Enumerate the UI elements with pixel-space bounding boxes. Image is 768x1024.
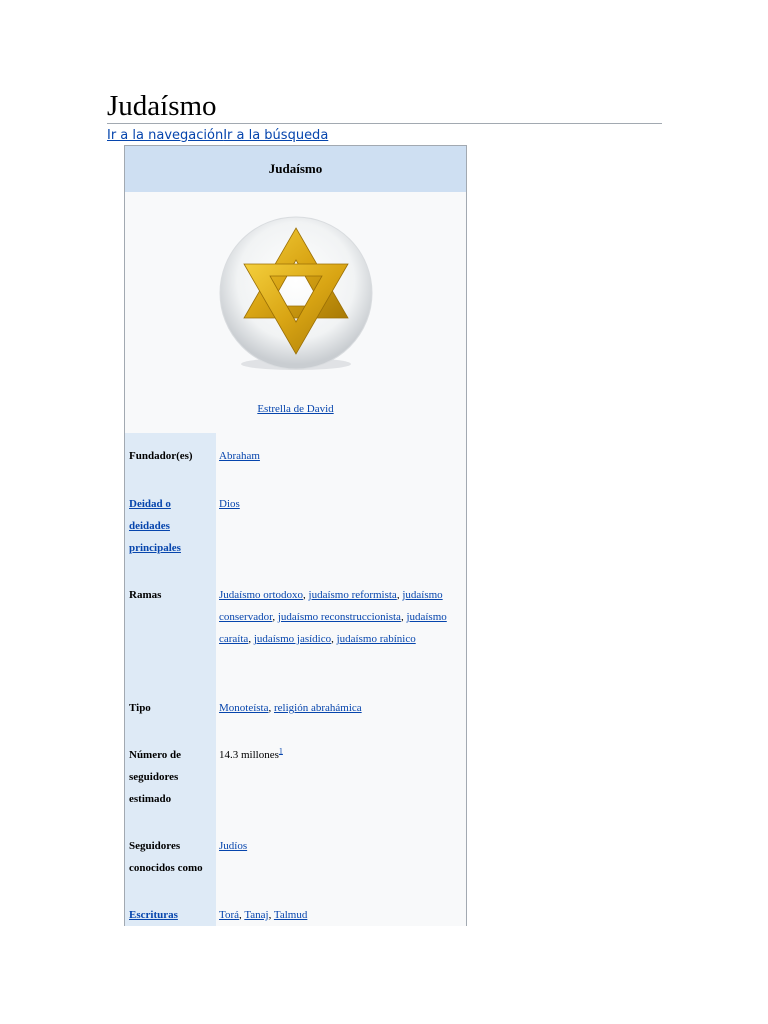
page-title: Judaísmo <box>107 90 217 122</box>
row-value: Monoteísta, religión abrahámica <box>219 702 362 714</box>
title-divider <box>107 123 662 124</box>
value-link[interactable]: judaísmo caraíta <box>219 611 447 645</box>
value-link[interactable]: Torá <box>219 909 239 921</box>
row-label: Fundador(es) <box>129 450 193 462</box>
row-label: Número de seguidores estimado <box>129 749 182 805</box>
row-label: Tipo <box>129 702 151 714</box>
row-value <box>219 493 464 515</box>
row-label-link[interactable]: Deidad o deidades principales <box>129 498 181 554</box>
row-value: Judaísmo ortodoxo, judaísmo reformista, judaísmo conservador, judaísmo reconstruccionista, judaísmo caraíta, judaísmo jasídico, judaísmo rabínico <box>219 589 447 645</box>
value-link[interactable]: Judaísmo ortodoxo <box>219 589 304 601</box>
value-link[interactable]: Talmud <box>273 909 308 921</box>
jump-to-navigation-link[interactable]: Ir a la navegación <box>107 128 224 143</box>
value-link[interactable]: judaísmo rabínico <box>336 633 416 645</box>
value-link[interactable]: Tanaj <box>244 909 269 921</box>
value-link[interactable]: judaísmo conservador <box>219 589 443 623</box>
value-link[interactable]: Judíos <box>219 840 248 852</box>
jump-to-search-link[interactable]: Ir a la búsqueda <box>223 128 329 143</box>
value-link[interactable]: judaísmo reconstruccionista <box>277 611 401 623</box>
followers-count-text: 14.3 millones <box>219 749 279 761</box>
row-label: Ramas <box>129 589 162 601</box>
row-label: Seguidores conocidos como <box>129 840 203 874</box>
star-of-david-icon[interactable] <box>217 216 375 374</box>
value-link[interactable]: Dios <box>219 498 240 510</box>
reference-link[interactable]: 1 <box>278 746 283 756</box>
caption-link[interactable]: Estrella de David <box>257 403 334 415</box>
row-label-link[interactable]: Escrituras <box>129 909 178 921</box>
infobox-header: Judaísmo <box>125 146 466 192</box>
row-value <box>219 835 464 857</box>
row-value <box>219 744 464 766</box>
row-value: Torá, Tanaj, Talmud <box>219 909 308 921</box>
row-value <box>219 445 464 467</box>
image-caption <box>125 398 466 420</box>
row-label <box>129 904 213 926</box>
value-link[interactable]: religión abrahámica <box>274 702 362 714</box>
value-link[interactable]: judaísmo reformista <box>308 589 397 601</box>
row-label <box>129 493 213 559</box>
value-link[interactable]: judaísmo jasídico <box>253 633 332 645</box>
jump-links <box>107 127 328 145</box>
value-link[interactable]: Abraham <box>219 450 260 462</box>
value-link[interactable]: Monoteísta <box>219 702 269 714</box>
infobox <box>124 145 467 926</box>
